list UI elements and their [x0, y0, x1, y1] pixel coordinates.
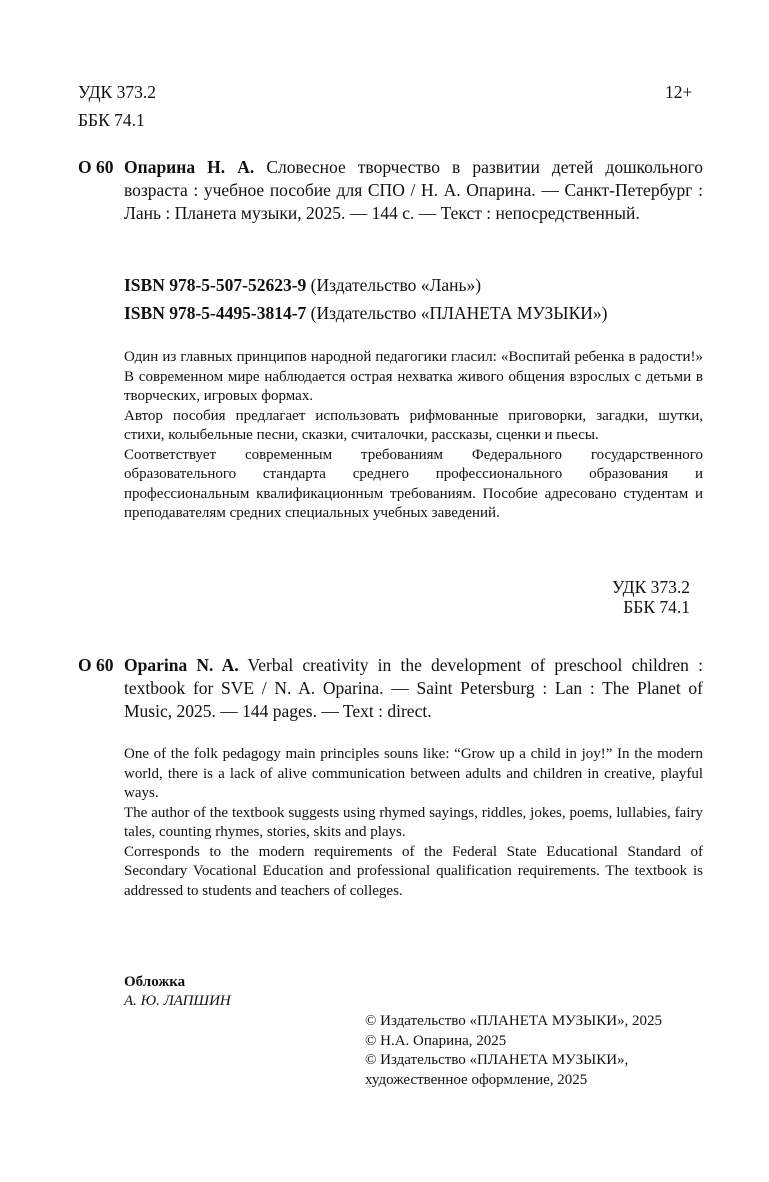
abstract-paragraph: Автор пособия предлагает использовать рифмованные приговорки, загадки, шутки, стихи, колыбельные песни, сказки, считалочки, рассказы, сценки и пьесы. [124, 407, 703, 443]
author-sign: O 60 [78, 655, 114, 675]
abstract-paragraph: One of the folk pedagogy main principles souns like: “Grow up a child in joy!” In the modern world, there is a lack of alive communication between adults and children in creative, playful ways. [124, 746, 703, 801]
isbn-number: ISBN 978-5-4495-3814-7 [124, 303, 307, 323]
isbn-publisher: (Издательство «Лань») [310, 275, 482, 295]
classification-right [540, 577, 690, 617]
en-bibliographic-entry [78, 654, 703, 723]
entry-description: Verbal creativity in the development of preschool children : textbook for SVE / N. A. Oparina. — Saint Petersburg : Lan : The Planet of Music, 2025. — 144 pages. — Text : direct. [124, 655, 703, 721]
entry-description: Словесное творчество в развитии детей дошкольного возраста : учебное пособие для СПО / Н. А. Опарина. — Санкт-Петербург : Лань : Планета музыки, 2025. — 144 с. — Текст : непосредственный. [124, 157, 703, 223]
isbn-publisher: (Издательство «ПЛАНЕТА МУЗЫКИ») [310, 303, 608, 323]
cover-artist: А. Ю. ЛАПШИН [124, 993, 231, 1009]
author-name: Опарина Н. А. [124, 157, 255, 177]
cover-label: Обложка [124, 974, 186, 990]
isbn-lan [124, 274, 481, 297]
copyright-line: © Издательство «ПЛАНЕТА МУЗЫКИ», [365, 1052, 629, 1068]
bbk-code: ББК 74.1 [78, 110, 145, 130]
author-name: Oparina N. A. [124, 655, 239, 675]
udk-code: УДК 373.2 [612, 577, 690, 597]
abstract-paragraph: Соответствует современным требованиям Федерального государственного образовательного стандарта среднего профессионального образования и профессиональным квалификационным требованиям. Пособие адресовано студентам и преподавателям средних специальных учебных заведений. [124, 446, 703, 521]
copyright-line: художественное оформление, 2025 [365, 1071, 588, 1088]
copyright-line: © Н.А. Опарина, 2025 [365, 1032, 507, 1049]
isbn-planeta [124, 302, 607, 325]
en-abstract [124, 745, 703, 901]
abstract-paragraph: Один из главных принципов народной педагогики гласил: «Воспитай ребенка в радости!» В современном мире наблюдается острая нехватка живого общения взрослых с детьми в творческих, игровых формах. [124, 349, 703, 404]
bbk-code: ББК 74.1 [623, 597, 690, 617]
isbn-number: ISBN 978-5-507-52623-9 [124, 275, 307, 295]
age-rating: 12+ [665, 82, 693, 102]
udk-code: УДК 373.2 [78, 82, 156, 102]
author-sign: О 60 [78, 157, 114, 177]
abstract-paragraph: The author of the textbook suggests using rhymed sayings, riddles, jokes, poems, lullabies, fairy tales, counting rhymes, stories, skits and plays. [124, 804, 703, 840]
copyright-block [365, 1012, 662, 1090]
ru-abstract [124, 348, 703, 524]
copyright-line: © Издательство «ПЛАНЕТА МУЗЫКИ», 2025 [365, 1013, 663, 1029]
abstract-paragraph: Corresponds to the modern requirements of the Federal State Educational Standard of Secondary Vocational Education and professional qualification requirements. The textbook is addressed to students and teachers of colleges. [124, 843, 703, 899]
ru-bibliographic-entry [78, 156, 703, 225]
